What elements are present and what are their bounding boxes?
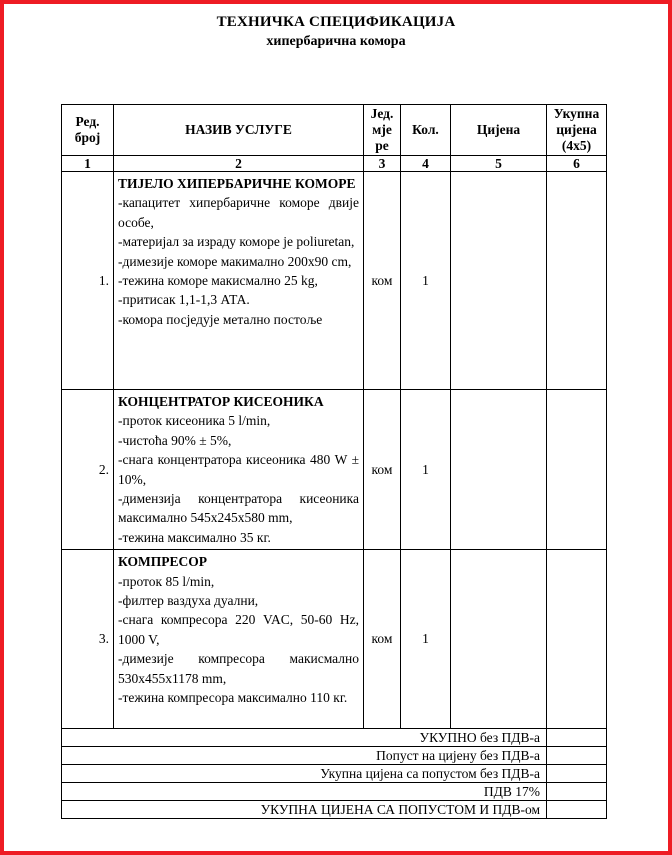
item-number: 2. [62,390,114,550]
summary-value-cell[interactable] [547,747,607,765]
header-service-name: НАЗИВ УСЛУГЕ [114,105,364,156]
item-quantity: 1 [401,172,451,390]
item-spec-line: -снага концентратора кисеоника 480 W ± 10%, [118,452,359,487]
item-price-cell[interactable] [451,172,547,390]
item-spec-line: -материјал за израду коморе је poliuretan, [118,234,355,250]
summary-value-cell[interactable] [547,783,607,801]
header-quantity: Кол. [401,105,451,156]
header-price: Цијена [451,105,547,156]
summary-label: УКУПНА ЦИЈЕНА СА ПОПУСТОМ И ПДВ-ом [62,801,547,819]
item-spec-line: -димезије коморе макимално 200x90 cm, [118,253,352,269]
item-spec-line: -снага компресора 220 VAC, 50-60 Hz, 1000 V, [118,612,359,647]
item-number: 3. [62,550,114,729]
item-spec-line: -комора посједује метално постоље [118,311,323,327]
item-spec-line: -филтер ваздуха дуални, [118,593,259,609]
item-description [114,390,364,550]
column-number: 4 [401,156,451,172]
item-spec-line: -тежина коморе макисмално 25 kg, [118,273,318,289]
item-quantity: 1 [401,550,451,729]
header-total-price: Укупна цијена (4х5) [547,105,607,156]
document-title: ТЕХНИЧКА СПЕЦИФИКАЦИЈА [216,14,456,30]
item-spec-line: -проток кисеоника 5 l/min, [118,413,271,429]
item-total-cell[interactable] [547,390,607,550]
column-number: 6 [547,156,607,172]
summary-label: Попуст на цијену без ПДВ-а [62,747,547,765]
column-number: 3 [364,156,401,172]
item-price-cell[interactable] [451,550,547,729]
summary-row-grand-total [62,801,607,819]
item-number: 1. [62,172,114,390]
item-total-cell[interactable] [547,172,607,390]
summary-label: ПДВ 17% [62,783,547,801]
item-spec-line: -тежина компресора максимално 110 кг. [118,690,348,706]
column-number: 1 [62,156,114,172]
summary-row-subtotal [62,729,607,747]
table-row [62,172,607,390]
item-name: КОМПРЕСОР [118,554,207,570]
item-total-cell[interactable] [547,550,607,729]
item-spec-line: -чистоћа 90% ± 5%, [118,432,232,448]
summary-row-discount [62,747,607,765]
specification-table [61,104,607,819]
item-unit: ком [364,550,401,729]
table-row [62,550,607,729]
item-quantity: 1 [401,390,451,550]
item-unit: ком [364,390,401,550]
item-name: КОНЦЕНТРАТОР КИСЕОНИКА [118,394,324,409]
item-name: ТИЈЕЛО ХИПЕРБАРИЧНЕ КОМОРЕ [118,176,356,191]
header-unit: Јед. мје ре [364,105,401,156]
item-unit: ком [364,172,401,390]
item-spec-line: -димезије компресора макисмално 530x455x1178 mm, [118,651,359,686]
document-subtitle: хипербарична комора [266,34,406,49]
column-number-row [62,156,607,172]
item-spec-line: -капацитет хипербаричне коморе двије особе, [118,195,359,230]
item-spec-line: -тежина максимално 35 кг. [118,529,271,545]
item-spec-line: -димензија концентратора кисеоника максимално 545x245x580 mm, [118,491,359,526]
item-price-cell[interactable] [451,390,547,550]
summary-label: УКУПНО без ПДВ-а [62,729,547,747]
column-number: 2 [114,156,364,172]
table-row [62,390,607,550]
table-header-row [62,105,607,156]
item-description [114,172,364,390]
summary-value-cell[interactable] [547,801,607,819]
summary-label: Укупна цијена са попустом без ПДВ-а [62,765,547,783]
column-number: 5 [451,156,547,172]
header-row-number: Ред. број [62,105,114,156]
summary-row-vat [62,783,607,801]
item-spec-line: -проток 85 l/min, [118,573,215,589]
item-description [114,550,364,729]
item-spec-line: -притисак 1,1-1,3 АТА. [118,292,250,308]
summary-row-discounted-total [62,765,607,783]
summary-value-cell[interactable] [547,729,607,747]
summary-value-cell[interactable] [547,765,607,783]
